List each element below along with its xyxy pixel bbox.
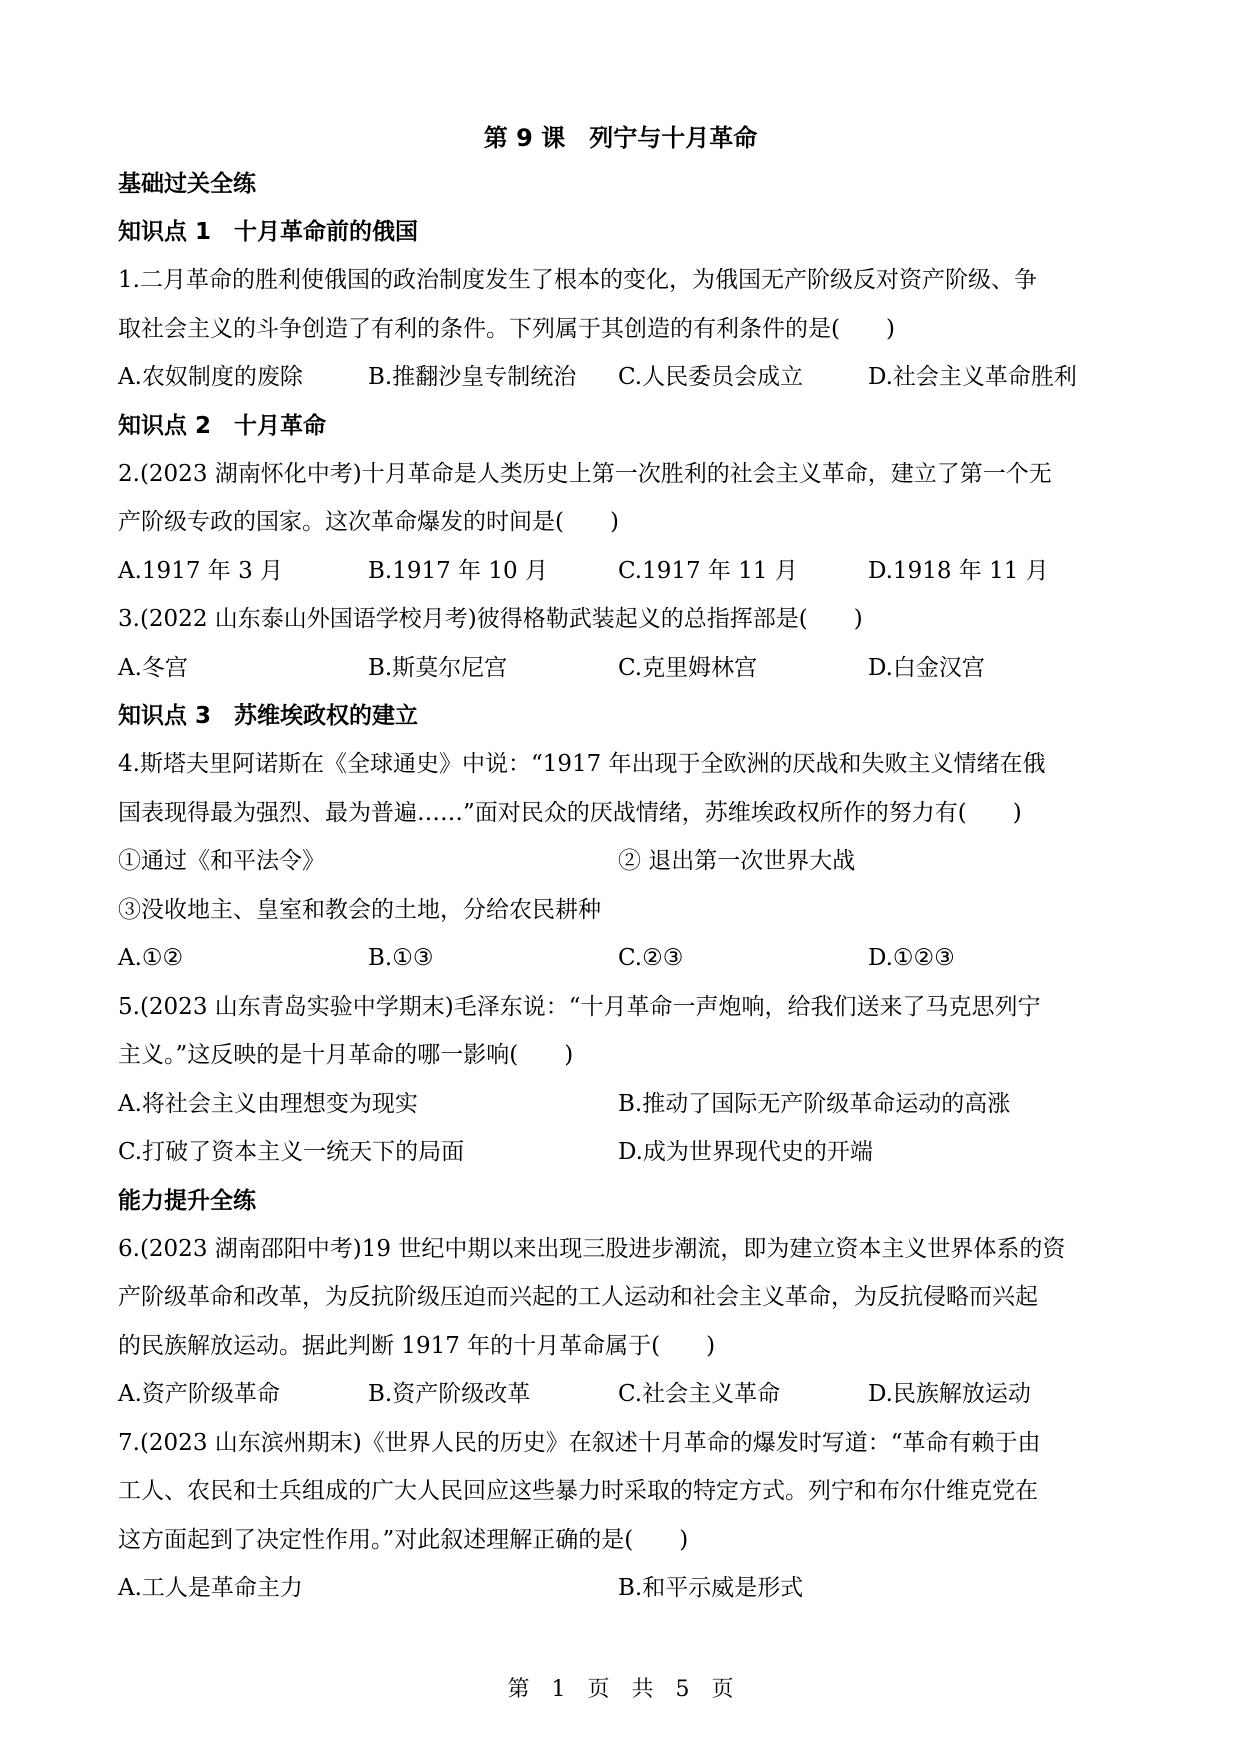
option-a: A.工人是革命主力	[118, 1575, 303, 1601]
option-b: B.和平示威是形式	[618, 1575, 804, 1601]
option-c: C.②③	[618, 945, 684, 971]
page-content	[118, 160, 1128, 1613]
question-text: 主义。”这反映的是十月革命的哪一影响( )	[118, 1042, 574, 1068]
question-text: 工人、农民和士兵组成的广大人民回应这些暴力时采取的特定方式。列宁和布尔什维克党在	[118, 1478, 1038, 1504]
options	[118, 1564, 1128, 1613]
options	[118, 1128, 1128, 1177]
question-text: 5.(2023 山东青岛实验中学期末)毛泽东说：“十月革命一声炮响，给我们送来了马克思列宁	[118, 993, 1041, 1020]
question-text: 的民族解放运动。据此判断 1917 年的十月革命属于( )	[118, 1332, 716, 1359]
knowledge-point-2: 知识点 2 十月革命	[118, 412, 327, 439]
statement-3: ③没收地主、皇室和教会的土地，分给农民耕种	[118, 896, 601, 923]
option-b: B.斯莫尔尼宫	[368, 654, 508, 681]
section-heading-basic: 基础过关全练	[118, 171, 256, 197]
question-text: 产阶级革命和改革，为反抗阶级压迫而兴起的工人运动和社会主义革命，为反抗侵略而兴起	[118, 1284, 1038, 1310]
question-text: 4.斯塔夫里阿诺斯在《全球通史》中说：“1917 年出现于全欧洲的厌战和失败主义情绪在俄	[118, 751, 1046, 777]
statement-2: ② 退出第一次世界大战	[618, 848, 856, 874]
question-4	[118, 740, 1128, 983]
section-heading-advanced: 能力提升全练	[118, 1187, 256, 1214]
option-c: C.人民委员会成立	[618, 364, 804, 390]
option-a: A.将社会主义由理想变为现实	[118, 1090, 418, 1117]
option-d: D.成为世界现代史的开端	[618, 1139, 873, 1165]
option-a: A.资产阶级革命	[118, 1381, 280, 1407]
question-text: 2.(2023 湖南怀化中考)十月革命是人类历史上第一次胜利的社会主义革命，建立了第一个无	[118, 460, 1052, 487]
option-c: C.1917 年 11 月	[618, 557, 798, 584]
option-b: B.推动了国际无产阶级革命运动的高涨	[618, 1090, 1011, 1117]
question-7	[118, 1419, 1128, 1613]
page-title: 第 9 课 列宁与十月革命	[483, 124, 758, 152]
statement-1: ①通过《和平法令》	[118, 848, 325, 874]
question-text: 这方面起到了决定性作用。”对此叙述理解正确的是( )	[118, 1526, 689, 1553]
option-d: D.①②③	[868, 945, 955, 971]
question-text: 7.(2023 山东滨州期末)《世界人民的历史》在叙述十月革命的爆发时写道：“革命有赖于由	[118, 1429, 1041, 1456]
option-a: A.农奴制度的废除	[118, 364, 303, 390]
question-2	[118, 450, 1128, 596]
options	[118, 1080, 1128, 1129]
question-text: 产阶级专政的国家。这次革命爆发的时间是( )	[118, 509, 619, 535]
question-5	[118, 983, 1128, 1177]
option-a: A.①②	[118, 945, 184, 971]
options	[118, 353, 1128, 402]
question-1	[118, 256, 1128, 402]
option-d: D.社会主义革命胜利	[868, 364, 1077, 390]
statements	[118, 837, 1128, 886]
options	[118, 547, 1128, 596]
option-c: C.克里姆林宫	[618, 654, 758, 681]
knowledge-point-1: 知识点 1 十月革命前的俄国	[118, 219, 419, 245]
question-3	[118, 595, 1128, 692]
option-b: B.①③	[368, 945, 434, 971]
option-b: B.推翻沙皇专制统治	[368, 364, 577, 390]
option-b: B.1917 年 10 月	[368, 557, 548, 584]
option-a: A.1917 年 3 月	[118, 557, 284, 584]
question-text: 1.二月革命的胜利使俄国的政治制度发生了根本的变化，为俄国无产阶级反对资产阶级、争	[118, 267, 1037, 293]
options	[118, 934, 1128, 983]
question-text: 国表现得最为强烈、最为普遍……”面对民众的厌战情绪，苏维埃政权所作的努力有( )	[118, 799, 1022, 826]
option-d: D.白金汉宫	[868, 654, 985, 681]
knowledge-point-3: 知识点 3 苏维埃政权的建立	[118, 703, 419, 729]
option-d: D.1918 年 11 月	[868, 557, 1049, 584]
options	[118, 644, 1128, 693]
question-6	[118, 1225, 1128, 1419]
option-b: B.资产阶级改革	[368, 1381, 531, 1407]
question-text: 6.(2023 湖南邵阳中考)19 世纪中期以来出现三股进步潮流，即为建立资本主义世界体系的资	[118, 1235, 1066, 1262]
option-d: D.民族解放运动	[868, 1381, 1031, 1407]
options	[118, 1370, 1128, 1419]
option-a: A.冬宫	[118, 654, 188, 681]
option-c: C.社会主义革命	[618, 1381, 781, 1407]
page-number: 第 1 页 共 5 页	[507, 1677, 734, 1702]
question-text: 取社会主义的斗争创造了有利的条件。下列属于其创造的有利条件的是( )	[118, 315, 895, 342]
option-c: C.打破了资本主义一统天下的局面	[118, 1139, 465, 1165]
question-text: 3.(2022 山东泰山外国语学校月考)彼得格勒武装起义的总指挥部是( )	[118, 606, 863, 632]
